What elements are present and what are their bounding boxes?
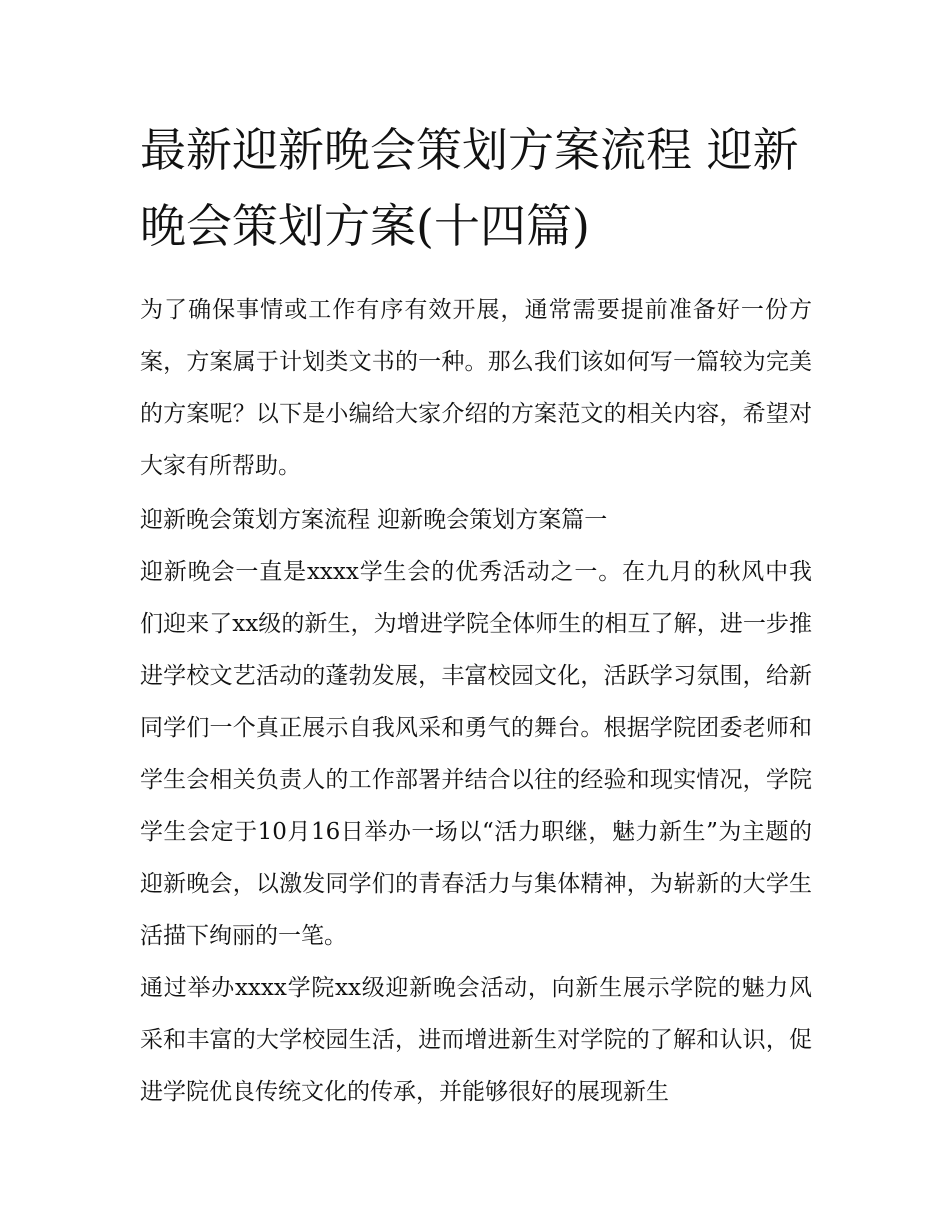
document-body: [140, 112, 812, 1118]
body-paragraph-2: 通过举办xxxx学院xx级迎新晚会活动，向新生展示学院的魅力风采和丰富的大学校园生活，进而增进新生对学院的了解和认识，促进学院优良传统文化的传承，并能够很好的展现新生: [140, 975, 812, 1105]
document-title: 最新迎新晚会策划方案流程 迎新晚会策划方案(十四篇): [140, 123, 799, 253]
intro-paragraph: 为了确保事情或工作有序有效开展，通常需要提前准备好一份方案，方案属于计划类文书的一种。那么我们该如何写一篇较为完美的方案呢？以下是小编给大家介绍的方案范文的相关内容，希望对大家有所帮助。: [140, 297, 812, 479]
body-paragraph-1: 迎新晚会一直是xxxx学生会的优秀活动之一。在九月的秋风中我们迎来了xx级的新生，为增进学院全体师生的相互了解，进一步推进学校文艺活动的蓬勃发展，丰富校园文化，活跃学习氛围，给新同学们一个真正展示自我风采和勇气的舞台。根据学院团委老师和学生会相关负责人的工作部署并结合以往的经验和现实情况，学院学生会定于10月16日举办一场以“活力职继，魅力新生”为主题的迎新晚会，以激发同学们的青春活力与集体精神，为崭新的大学生活描下绚丽的一笔。: [140, 559, 812, 949]
section-heading: 迎新晚会策划方案流程 迎新晚会策划方案篇一: [140, 507, 608, 533]
